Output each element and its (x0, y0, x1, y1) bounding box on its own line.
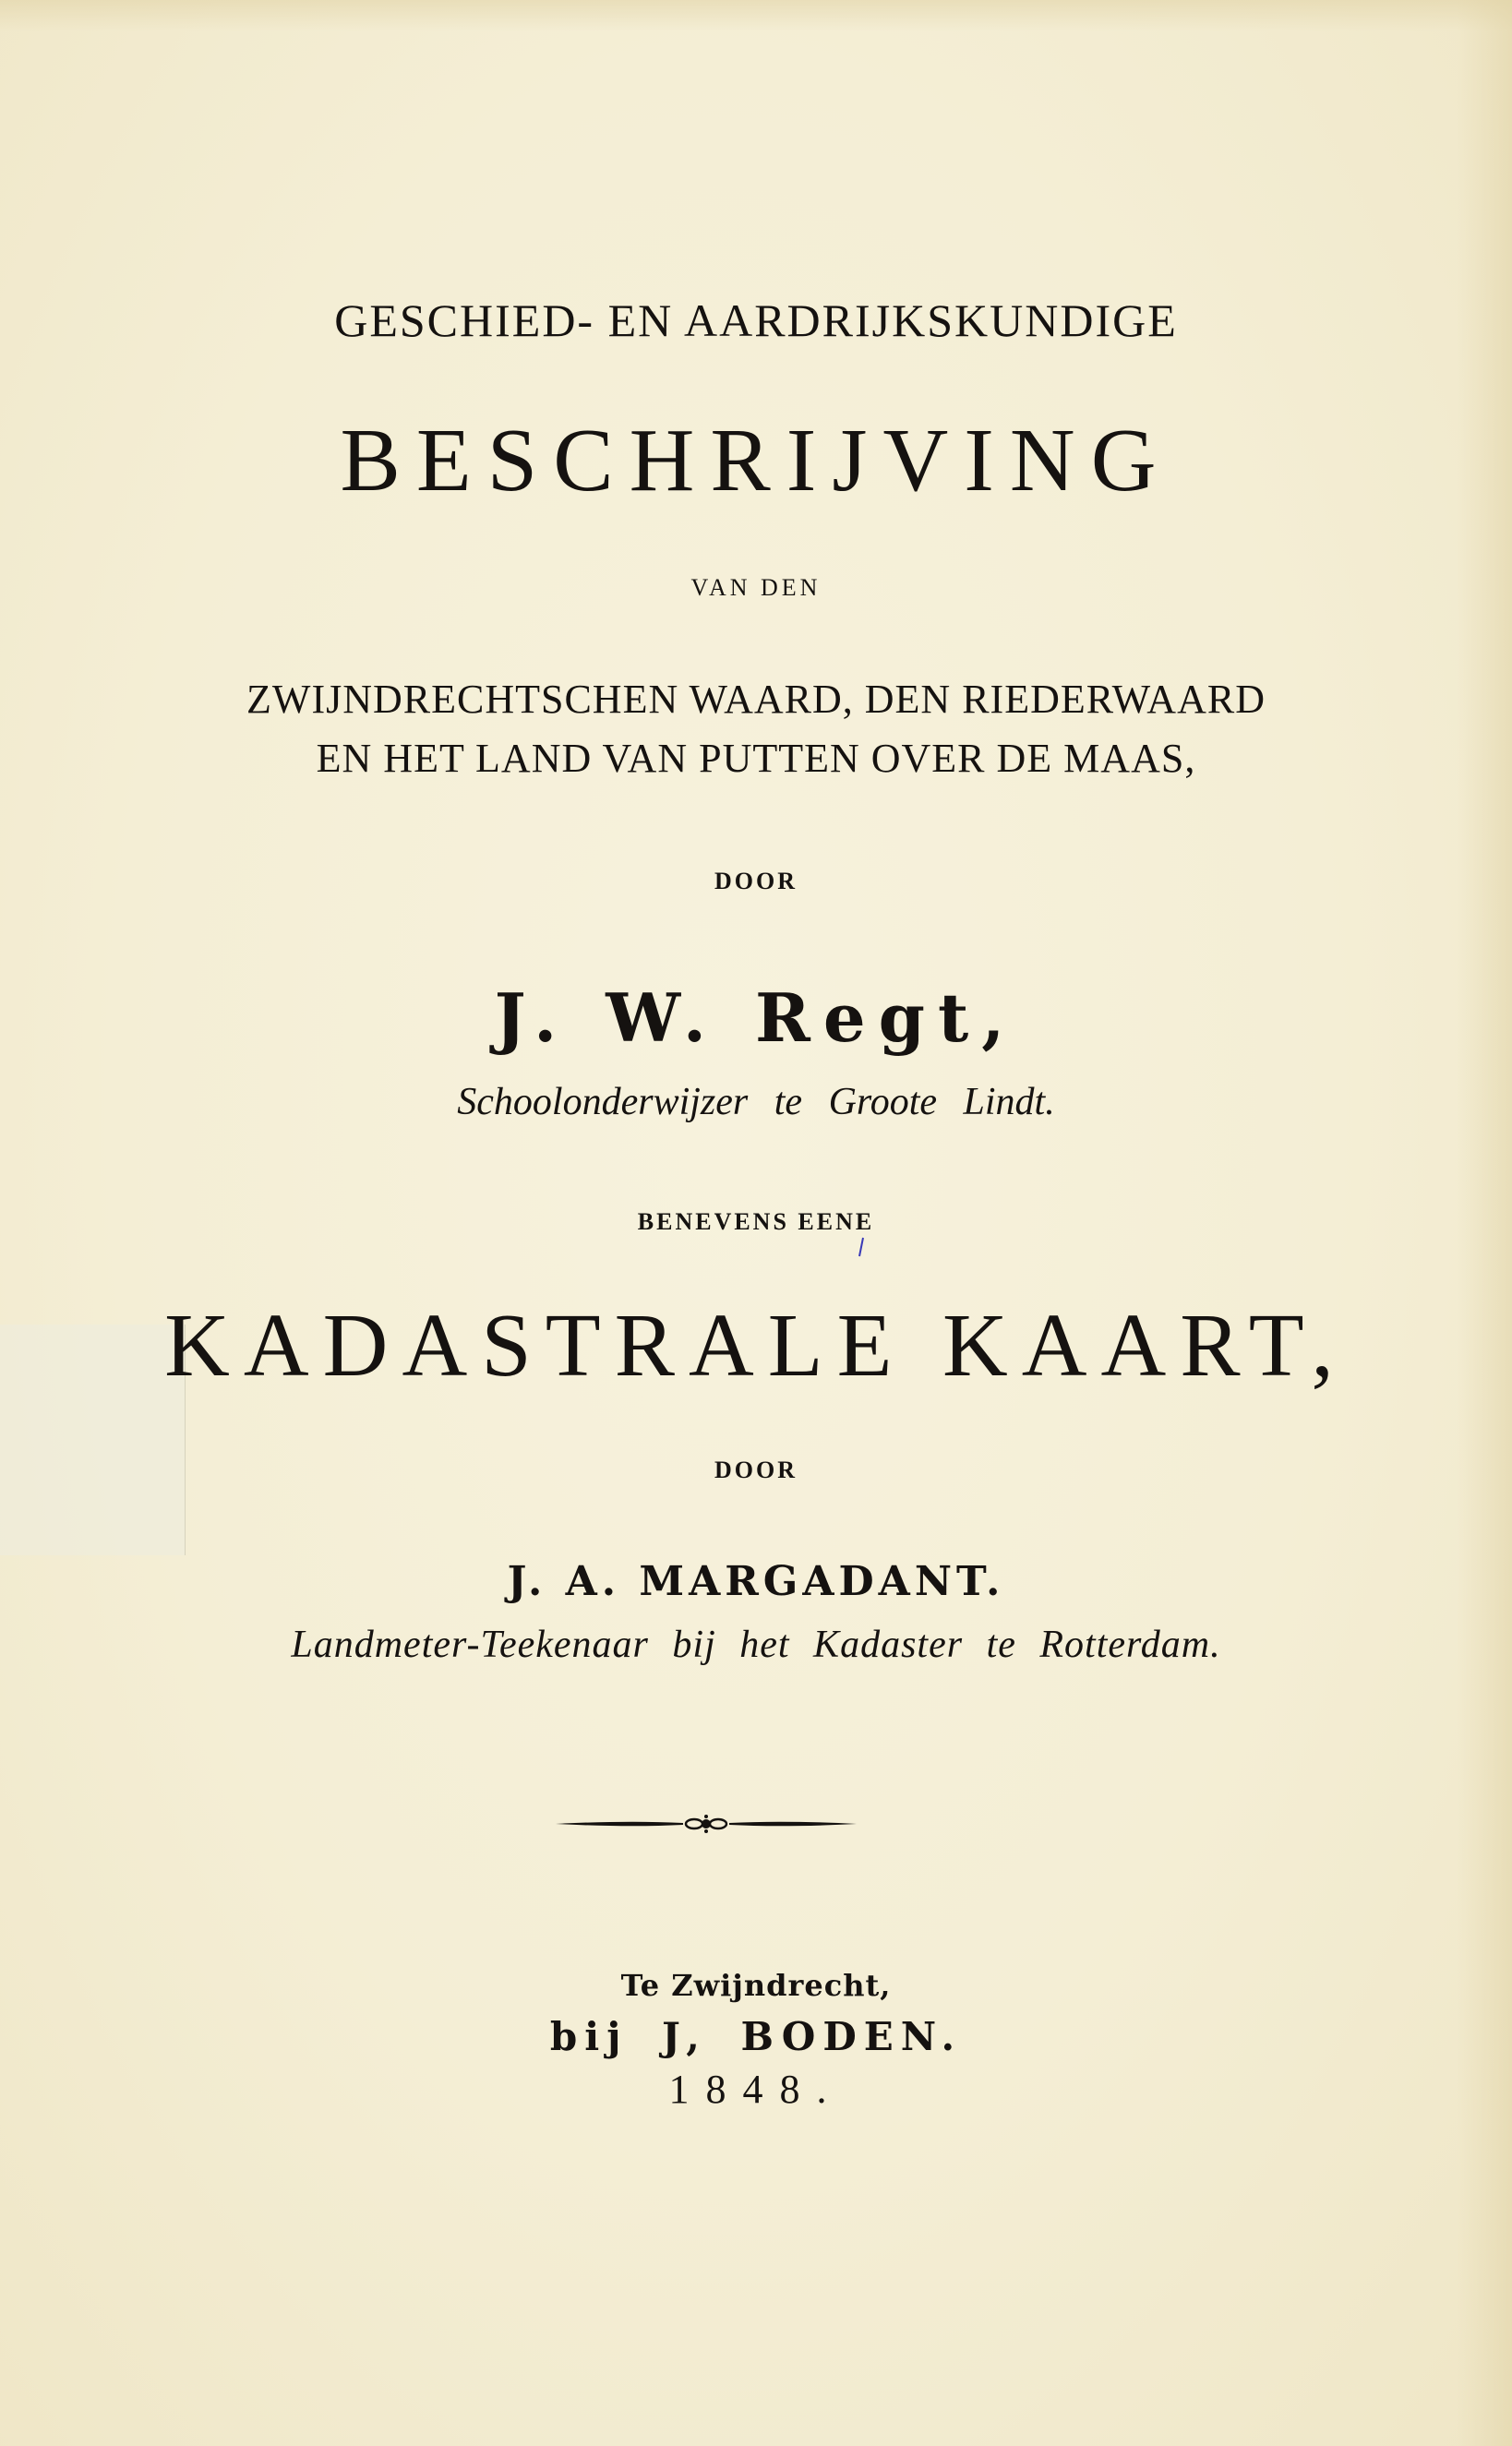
by-label-1: DOOR (714, 868, 798, 894)
title-line-3: VAN DEN (690, 574, 822, 601)
author-2-name: J. A. MARGADANT. (507, 1558, 1005, 1605)
author-2-role: Landmeter-Teekenaar bij het Kadaster te Rotterdam. (291, 1624, 1221, 1666)
author-1-role: Schoolonderwijzer te Groote Lindt. (457, 1081, 1055, 1123)
ornamental-rule-icon (554, 1805, 858, 1842)
pen-mark (858, 1237, 864, 1257)
imprint-place: Te Zwijndrecht, (620, 1968, 892, 2003)
benevens-label: BENEVENS EENE (637, 1208, 875, 1235)
title-line-5: EN HET LAND VAN PUTTEN OVER DE MAAS, (316, 736, 1196, 781)
map-title: KADASTRALE KAART, (164, 1296, 1348, 1396)
imprint-year: 1848. (668, 2067, 844, 2112)
main-title: BESCHRIJVING (340, 411, 1172, 510)
title-line-1: GESCHIED- EN AARDRIJKSKUNDIGE (334, 294, 1178, 346)
imprint-publisher: bij J, BODEN. (549, 2014, 963, 2059)
title-line-4: ZWIJNDRECHTSCHEN WAARD, DEN RIEDERWAARD (246, 677, 1266, 722)
page-edge-top (0, 0, 1512, 31)
by-label-2: DOOR (714, 1457, 798, 1483)
author-1-name: J. W. Regt, (494, 978, 1018, 1057)
